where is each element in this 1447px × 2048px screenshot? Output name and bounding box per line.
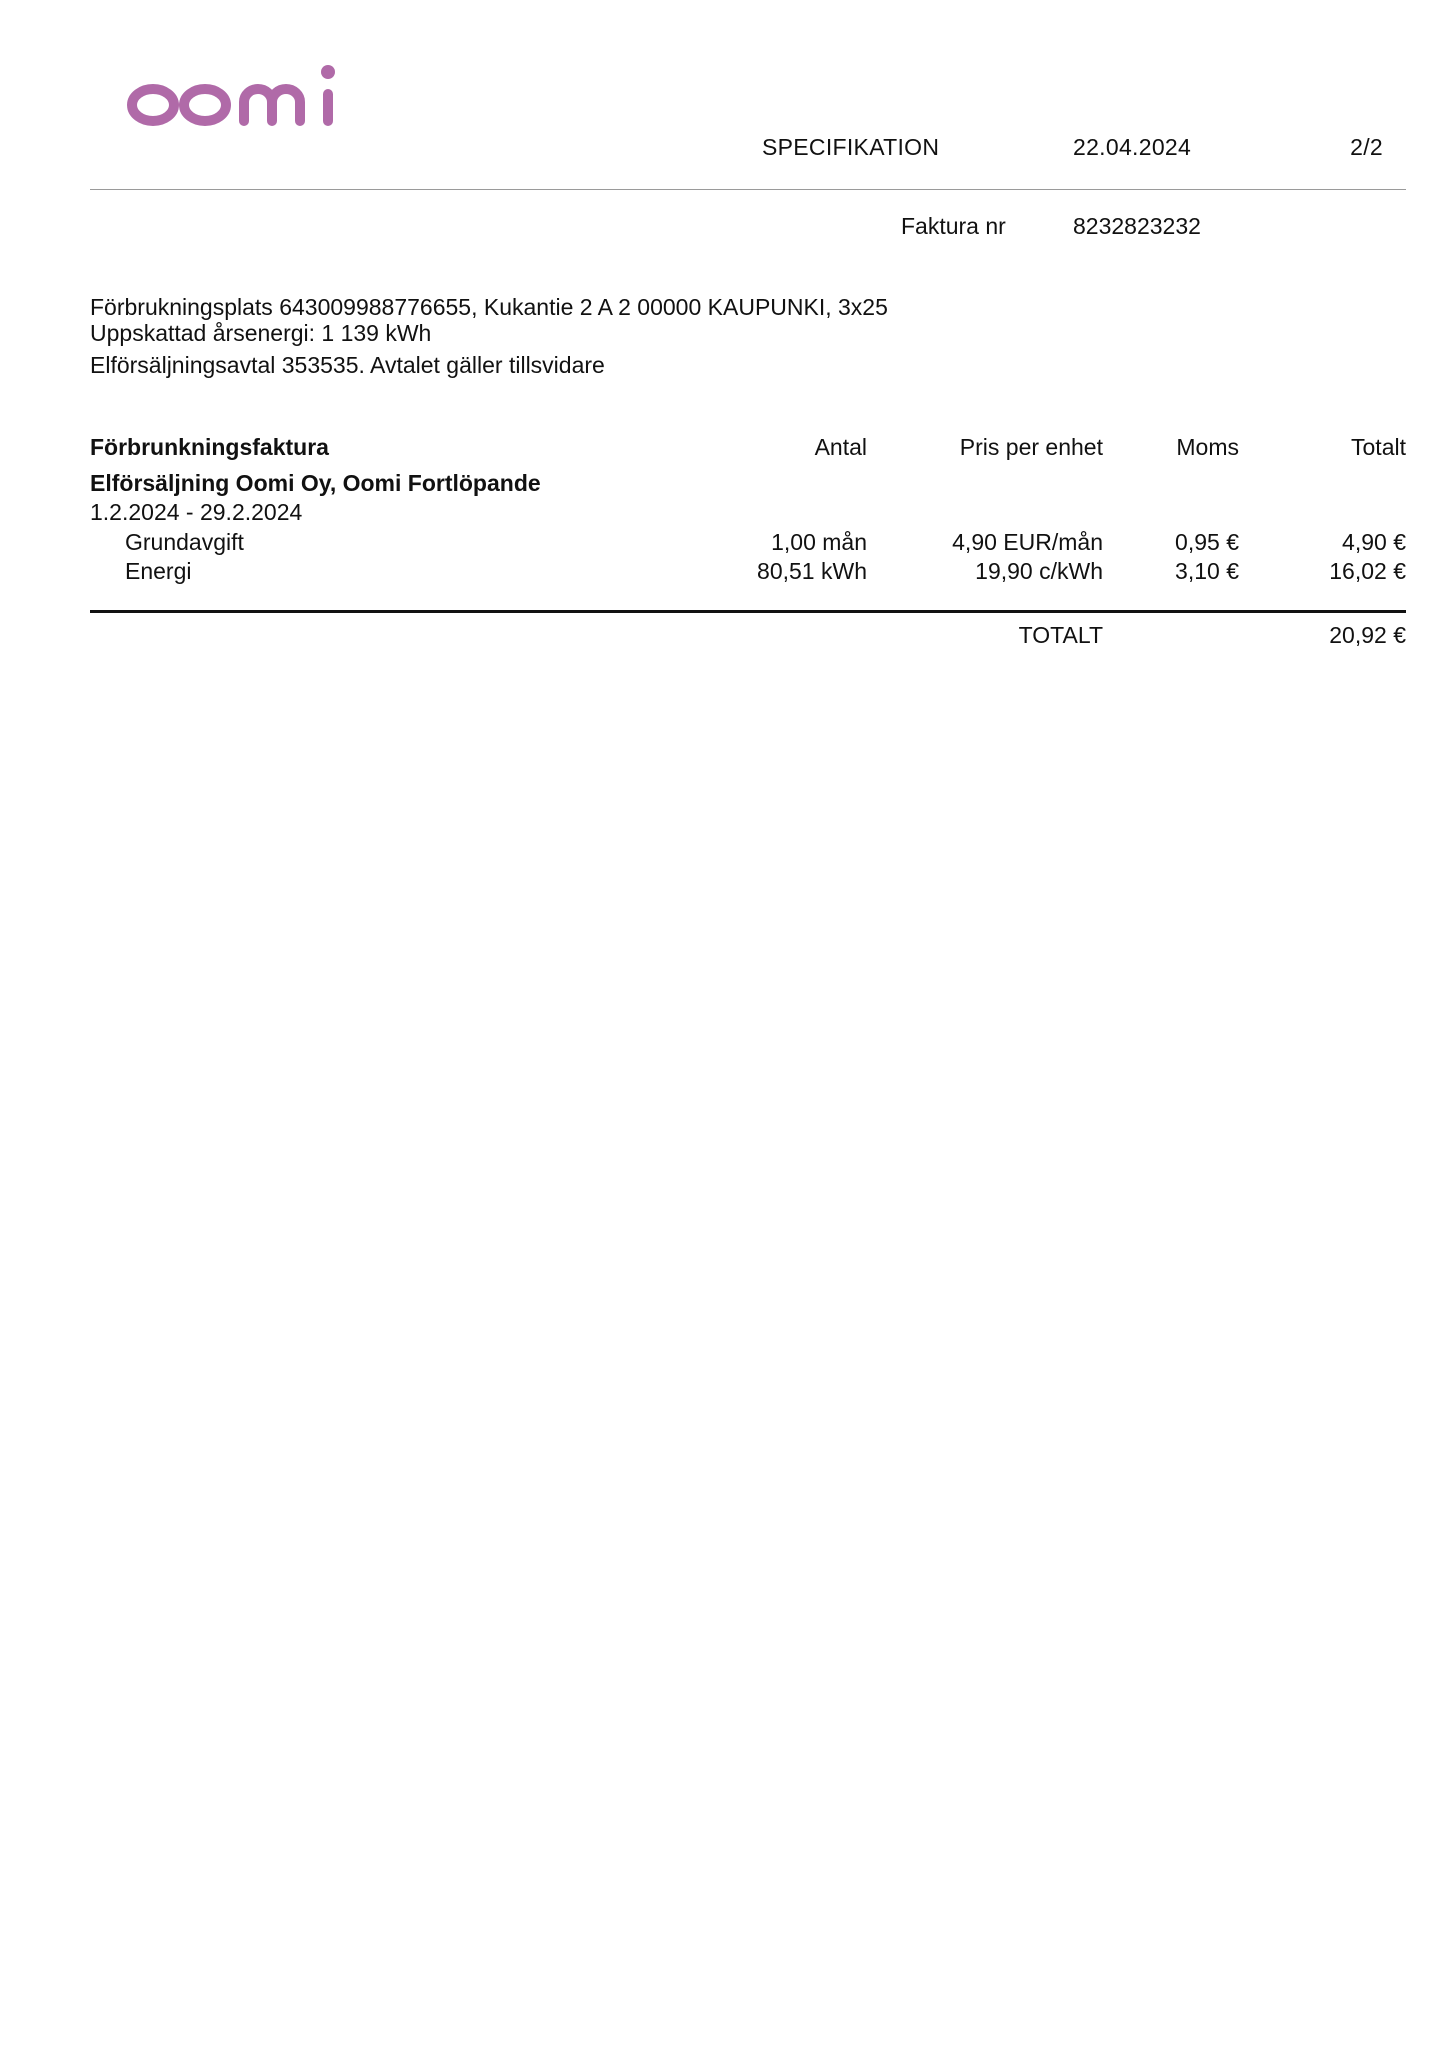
document-title: SPECIFIKATION xyxy=(762,134,940,160)
table-row-quantity: 80,51 kWh xyxy=(757,558,867,584)
grand-total-label: TOTALT xyxy=(1018,622,1103,648)
grand-total-value: 20,92 € xyxy=(1329,622,1406,648)
table-row-total: 16,02 € xyxy=(1329,558,1406,584)
invoice-number-value: 8232823232 xyxy=(1073,213,1201,239)
total-divider xyxy=(90,610,1406,613)
table-row-vat: 0,95 € xyxy=(1175,529,1239,555)
invoice-number-label: Faktura nr xyxy=(901,213,1006,239)
table-header-vat: Moms xyxy=(1176,434,1239,460)
estimated-annual-energy-line: Uppskattad årsenergi: 1 139 kWh xyxy=(90,320,432,346)
table-row-description: Grundavgift xyxy=(125,529,244,555)
table-row-total: 4,90 € xyxy=(1342,529,1406,555)
table-header-total: Totalt xyxy=(1351,434,1406,460)
page-number: 2/2 xyxy=(1350,134,1383,160)
table-header-quantity: Antal xyxy=(814,434,867,460)
table-row-description: Energi xyxy=(125,558,192,584)
contract-line: Elförsäljningsavtal 353535. Avtalet gäller tillsvidare xyxy=(90,352,605,378)
billing-period: 1.2.2024 - 29.2.2024 xyxy=(90,499,303,525)
supplier-line: Elförsäljning Oomi Oy, Oomi Fortlöpande xyxy=(90,470,541,496)
table-row-quantity: 1,00 mån xyxy=(771,529,867,555)
oomi-logo xyxy=(124,58,354,138)
consumption-site-line: Förbrukningsplats 643009988776655, Kukantie 2 A 2 00000 KAUPUNKI, 3x25 xyxy=(90,294,888,320)
table-row-unit-price: 19,90 c/kWh xyxy=(975,558,1103,584)
table-header-unit-price: Pris per enhet xyxy=(959,434,1103,460)
document-date: 22.04.2024 xyxy=(1073,134,1192,160)
table-row-vat: 3,10 € xyxy=(1175,558,1239,584)
table-row-unit-price: 4,90 EUR/mån xyxy=(952,529,1103,555)
table-header-description: Förbrunkningsfaktura xyxy=(90,434,329,460)
header-divider xyxy=(90,189,1406,190)
